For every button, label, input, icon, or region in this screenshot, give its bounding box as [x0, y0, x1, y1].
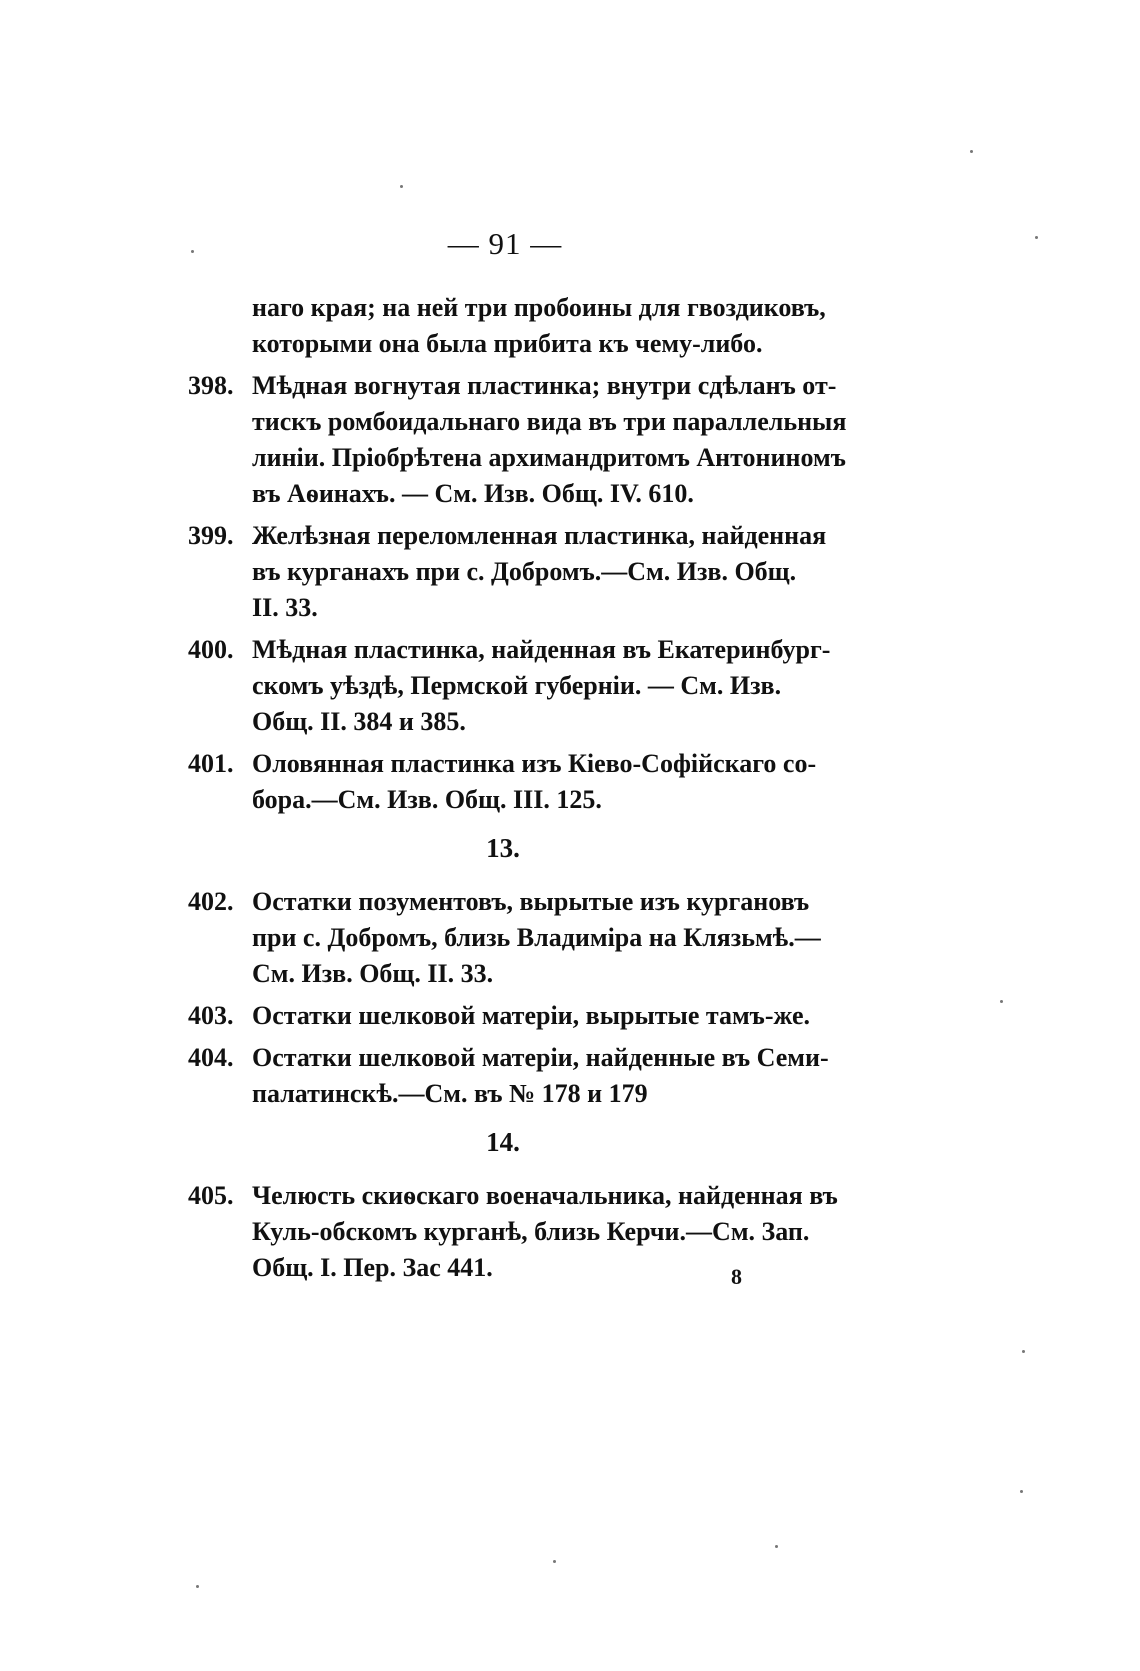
text-line: См. Изв. Общ. II. 33.	[252, 959, 494, 988]
text-line: Мѣдная вогнутая пластинка; внутри сдѣланъ от-	[252, 371, 837, 400]
scan-speck	[1000, 1000, 1003, 1003]
catalog-text	[188, 290, 847, 1292]
text-line: при с. Добромъ, близь Владиміра на Клязьмѣ.—	[252, 923, 821, 952]
scan-speck	[1020, 1490, 1023, 1493]
signature-mark: 8	[731, 1264, 742, 1289]
text-line: Остатки позументовъ, вырытые изъ кургановъ	[252, 887, 810, 916]
entry-number: 399.	[188, 521, 234, 550]
section-heading-14: 14.	[486, 1127, 520, 1157]
catalog-entry-405	[188, 1178, 838, 1286]
text-line: II. 33.	[252, 593, 318, 622]
catalog-entry-404	[188, 1040, 829, 1112]
catalog-entry-402	[188, 884, 821, 992]
continuation-paragraph	[188, 290, 826, 362]
text-line: скомъ уѣздѣ, Пермской губерніи. — См. Изв.	[252, 671, 782, 700]
scan-speck	[191, 250, 194, 253]
text-line: Общ. II. 384 и 385.	[252, 707, 466, 736]
text-line: Оловянная пластинка изъ Кіево-Софійскаго со-	[252, 749, 817, 778]
text-line: Остатки шелковой матеріи, вырытые тамъ-же.	[252, 1001, 811, 1030]
catalog-entry-399	[188, 518, 827, 626]
scan-speck	[1035, 236, 1038, 239]
text-line: линіи. Пріобрѣтена архимандритомъ Антониномъ	[252, 443, 846, 472]
entry-number: 398.	[188, 371, 234, 400]
text-line: Челюсть скиѳскаго военачальника, найденная въ	[252, 1181, 838, 1210]
text-line: Остатки шелковой матеріи, найденные въ Семи-	[252, 1043, 829, 1072]
entry-number: 401.	[188, 749, 234, 778]
scan-speck	[970, 150, 973, 153]
scan-speck	[775, 1545, 778, 1548]
entry-number: 402.	[188, 887, 234, 916]
catalog-entry-398	[188, 368, 847, 512]
scan-speck	[196, 1585, 199, 1588]
text-line: которыми она была прибита къ чему-либо.	[252, 329, 763, 358]
text-line: въ курганахъ при с. Добромъ.—См. Изв. Общ.	[252, 557, 797, 586]
text-line: бора.—См. Изв. Общ. III. 125.	[252, 785, 602, 814]
text-line: Мѣдная пластинка, найденная въ Екатеринбург-	[252, 635, 831, 664]
entry-number: 404.	[188, 1043, 234, 1072]
scan-speck	[400, 185, 403, 188]
scan-speck	[1022, 1350, 1025, 1353]
text-line: тискъ ромбоидальнаго вида въ три параллельныя	[252, 407, 847, 436]
catalog-entry-400	[188, 632, 831, 740]
entry-number: 405.	[188, 1181, 234, 1210]
text-line: Куль-обскомъ курганѣ, близь Керчи.—См. Зап.	[252, 1217, 810, 1246]
text-line: въ Аѳинахъ. — См. Изв. Общ. IV. 610.	[252, 479, 694, 508]
text-line: Желѣзная переломленная пластинка, найденная	[252, 521, 827, 550]
catalog-entry-403	[188, 998, 818, 1034]
entry-number: 403.	[188, 1001, 234, 1030]
scan-speck	[553, 1560, 556, 1563]
text-line: палатинскѣ.—См. въ № 178 и 179	[252, 1079, 648, 1108]
text-line: наго края; на ней три пробоины для гвоздиковъ,	[252, 293, 826, 322]
text-line: Общ. I. Пер. Зас 441.	[252, 1253, 493, 1282]
page-number: — 91 —	[447, 226, 563, 261]
catalog-entry-401	[188, 746, 818, 818]
section-heading-13: 13.	[486, 833, 520, 863]
entry-number: 400.	[188, 635, 234, 664]
